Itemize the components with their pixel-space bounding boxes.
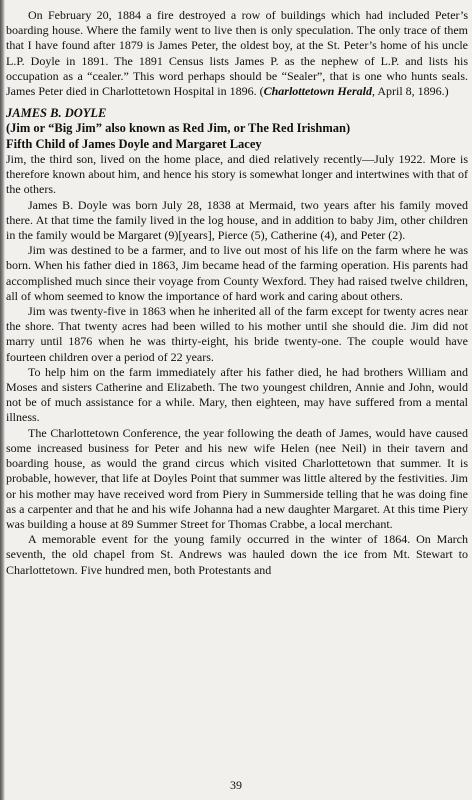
page-gutter-shadow [0,0,5,800]
paragraph-intro: Jim, the third son, lived on the home place, and died relatively recently—July 1922. More is therefore known about him, and hence his story is somewhat longer and intertwines with that of the others. [6,152,468,197]
page-number: 39 [230,778,242,792]
newspaper-citation: Charlottetown Herald [263,84,372,99]
paragraph-fire [6,8,468,99]
section-heading-aliases: (Jim or “Big Jim” also known as Red Jim, or The Red Irishman) [6,121,351,136]
citation-date: , April 8, 1896.) [371,84,449,99]
paragraph-farmer: Jim was destined to be a farmer, and to live out most of his life on the farm where he was born. When his father died in 1863, Jim became head of the farming operation. His parents had accomplished much since their voyage from County Wexford. They had raised twelve children, all of whom seemed to know the importance of hard work and caring about others. [6,243,468,303]
paragraph-conference: The Charlottetown Conference, the year following the death of James, would have caused some increased business for Peter and his new wife Helen (nee Neil) in their tavern and boarding house, as would the grand circus which visited Charlottetown that summer. It is probable, however, that life at Doyles Point that summer was little altered by the festivities. Jim or his mother may have received word from Piery in Summerside telling that he was doing fine as a carpenter and that he and his wife Johanna had a new daughter Margaret. At this time Piery was building a house at 89 Summer Street for Thomas Crabbe, a local merchant. [6,425,468,531]
section-heading-lineage: Fifth Child of James Doyle and Margaret Lacey [6,136,262,151]
paragraph-birth: James B. Doyle was born July 28, 1838 at Mermaid, two years after his family moved there. At that time the family lived in the log house, and in addition to baby Jim, other children in the family would be Margaret (9)[years], Pierce (5), Catherine (4), and Peter (2). [6,197,468,243]
paragraph-fire-text: On February 20, 1884 a fire destroyed a row of buildings which had included Peter’s boarding house. Where the family went to live then is only speculation. The only trace of them that I have found after 1879 is James Peter, the oldest boy, at the St. Peter’s home of his uncle L.P. Doyle in 1891. The 1891 Census lists James P. as the nephew of L.P. and lists his occupation as a “cealer.” This word perhaps should be “Sealer”, that is one who hunts seals. James Peter died in Charlottetown Hospital in 1896. ( [6,8,468,99]
paragraph-siblings: To help him on the farm immediately after his father died, he had brothers William and Moses and sisters Catherine and Elizabeth. The two youngest children, Annie and John, would not be of much assistance for a while. Mary, then eighteen, may have suffered from a mental illness. [6,364,468,425]
section-heading-name: JAMES B. DOYLE [6,106,107,121]
paragraph-inheritance: Jim was twenty-five in 1863 when he inherited all of the farm except for twenty acres near the shore. That twenty acres had been willed to his mother until she should die. Jim did not marry until 1876 when he was thirty-eight, his bride twenty-one. The couple would have fourteen children over a period of 22 years. [6,304,468,364]
paragraph-chapel: A memorable event for the young family occurred in the winter of 1864. On March seventh, the old chapel from St. Andrews was hauled down the ice from Mt. Stewart to Charlottetown. Five hundred men, both Protestants and [6,532,468,577]
